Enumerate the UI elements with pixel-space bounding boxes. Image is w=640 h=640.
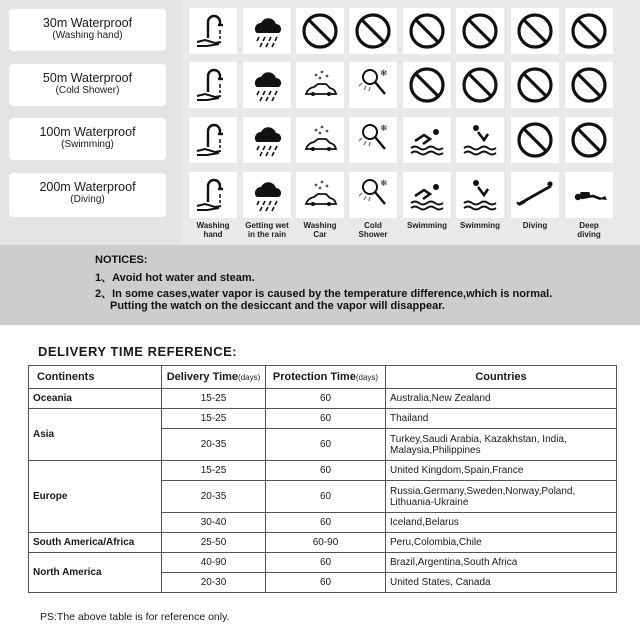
rain-cloud-icon bbox=[243, 8, 291, 54]
delivery-cell: 15-25 bbox=[162, 409, 266, 429]
activity-label bbox=[186, 221, 240, 239]
waterproof-level-30m bbox=[9, 9, 166, 51]
prohibited-icon bbox=[456, 62, 504, 108]
deep-diving-icon bbox=[565, 172, 613, 218]
prohibited-icon bbox=[349, 8, 397, 54]
prohibited-icon bbox=[511, 8, 559, 54]
waterproof-level-50m bbox=[9, 64, 166, 106]
countries-cell: Australia,New Zealand bbox=[386, 389, 617, 409]
rain-cloud-icon bbox=[243, 62, 291, 108]
shower-icon bbox=[349, 117, 397, 163]
delivery-title: DELIVERY TIME REFERENCE: bbox=[38, 344, 238, 359]
protection-cell: 60 bbox=[266, 461, 386, 481]
waterproof-chart bbox=[0, 0, 640, 245]
activity-icon-grid bbox=[181, 0, 640, 245]
delivery-cell: 20-35 bbox=[162, 429, 266, 461]
activity-label bbox=[293, 221, 347, 239]
delivery-table bbox=[28, 365, 617, 593]
dive-swim-icon bbox=[456, 172, 504, 218]
header-countries: Countries bbox=[386, 366, 617, 389]
delivery-cell: 20-30 bbox=[162, 573, 266, 593]
rain-cloud-icon bbox=[243, 117, 291, 163]
protection-cell: 60 bbox=[266, 409, 386, 429]
washing-car-icon bbox=[296, 117, 344, 163]
level-subtitle: (Cold Shower) bbox=[55, 85, 120, 96]
protection-cell: 60-90 bbox=[266, 533, 386, 553]
activity-label-line: diving bbox=[577, 230, 601, 239]
activity-label bbox=[400, 221, 454, 230]
header-protection-unit: (days) bbox=[355, 373, 379, 382]
washing-car-icon bbox=[296, 62, 344, 108]
table-row bbox=[29, 461, 617, 481]
level-subtitle: (Swimming) bbox=[61, 139, 114, 150]
notice-item: Putting the watch on the desiccant and the vapor will disappear. bbox=[110, 300, 445, 312]
protection-cell: 60 bbox=[266, 553, 386, 573]
notices-panel bbox=[0, 245, 640, 325]
activity-label bbox=[240, 221, 294, 239]
activity-label bbox=[562, 221, 616, 239]
countries-cell: Russia,Germany,Sweden,Norway,Poland, Lithuania-Ukraine bbox=[386, 481, 617, 513]
level-title: 30m Waterproof bbox=[42, 16, 133, 30]
prohibited-icon bbox=[511, 117, 559, 163]
swimming-icon bbox=[403, 172, 451, 218]
washing-hand-icon bbox=[189, 172, 237, 218]
prohibited-icon bbox=[456, 8, 504, 54]
table-row bbox=[29, 533, 617, 553]
waterproof-level-100m bbox=[9, 118, 166, 160]
notice-item: 1、Avoid hot water and steam. bbox=[95, 272, 255, 284]
dive-swim-icon bbox=[456, 117, 504, 163]
prohibited-icon bbox=[403, 8, 451, 54]
protection-cell: 60 bbox=[266, 573, 386, 593]
delivery-cell: 25-50 bbox=[162, 533, 266, 553]
washing-hand-icon bbox=[189, 117, 237, 163]
countries-cell: Thailand bbox=[386, 409, 617, 429]
protection-cell: 60 bbox=[266, 429, 386, 461]
continent-cell: Asia bbox=[29, 409, 162, 461]
continent-cell: South America/Africa bbox=[29, 533, 162, 553]
level-subtitle: (Diving) bbox=[70, 194, 105, 205]
protection-cell: 60 bbox=[266, 513, 386, 533]
swimming-icon bbox=[403, 117, 451, 163]
prohibited-icon bbox=[565, 62, 613, 108]
continent-cell: Europe bbox=[29, 461, 162, 533]
shower-icon bbox=[349, 172, 397, 218]
level-title: 200m Waterproof bbox=[39, 180, 136, 194]
svg-text:❄: ❄ bbox=[380, 68, 388, 78]
countries-cell: United Kingdom,Spain,France bbox=[386, 461, 617, 481]
footnote: PS:The above table is for reference only. bbox=[40, 611, 230, 623]
prohibited-icon bbox=[565, 8, 613, 54]
diving-icon bbox=[511, 172, 559, 218]
countries-cell: Turkey,Saudi Arabia, Kazakhstan, India, Malaysia,Philippines bbox=[386, 429, 617, 461]
washing-hand-icon bbox=[189, 62, 237, 108]
prohibited-icon bbox=[403, 62, 451, 108]
activity-label-line: Getting wet bbox=[245, 221, 289, 230]
header-delivery-unit: (days) bbox=[238, 373, 261, 382]
countries-cell: Peru,Colombia,Chile bbox=[386, 533, 617, 553]
delivery-cell: 15-25 bbox=[162, 461, 266, 481]
activity-label bbox=[508, 221, 562, 230]
activity-label-line: Cold bbox=[364, 221, 382, 230]
notices-heading: NOTICES: bbox=[95, 254, 148, 266]
header-protection-label: Protection Time bbox=[272, 371, 356, 383]
activity-label-line: in the rain bbox=[247, 230, 287, 239]
countries-cell: Iceland,Belarus bbox=[386, 513, 617, 533]
rain-cloud-icon bbox=[243, 172, 291, 218]
header-delivery-label: Delivery Time bbox=[166, 371, 239, 383]
svg-text:❄: ❄ bbox=[380, 123, 388, 133]
table-row bbox=[29, 409, 617, 429]
activity-label-line: Deep bbox=[579, 221, 599, 230]
level-title: 100m Waterproof bbox=[39, 125, 136, 139]
continent-cell: North America bbox=[29, 553, 162, 593]
prohibited-icon bbox=[511, 62, 559, 108]
countries-cell: Brazil,Argentina,South Africa bbox=[386, 553, 617, 573]
protection-cell: 60 bbox=[266, 389, 386, 409]
svg-text:❄: ❄ bbox=[380, 178, 388, 188]
activity-label-line: Washing bbox=[303, 221, 337, 230]
activity-label bbox=[346, 221, 400, 239]
delivery-cell: 40-90 bbox=[162, 553, 266, 573]
washing-car-icon bbox=[296, 172, 344, 218]
activity-label-line: Swimming bbox=[406, 221, 447, 230]
shower-icon bbox=[349, 62, 397, 108]
activity-label bbox=[453, 221, 507, 230]
activity-label-line: Diving bbox=[522, 221, 548, 230]
notice-item: 2、In some cases,water vapor is caused by the temperature difference,which is normal. bbox=[95, 288, 553, 300]
header-protection-time bbox=[266, 366, 386, 389]
header-continents: Continents bbox=[29, 366, 162, 389]
continent-cell: Oceania bbox=[29, 389, 162, 409]
protection-cell: 60 bbox=[266, 481, 386, 513]
activity-label-line: Swimming bbox=[459, 221, 500, 230]
level-subtitle: (Washing hand) bbox=[52, 30, 123, 41]
table-row bbox=[29, 389, 617, 409]
countries-cell: United States, Canada bbox=[386, 573, 617, 593]
activity-label-line: Car bbox=[313, 230, 327, 239]
activity-label-line: hand bbox=[203, 230, 223, 239]
table-header-row bbox=[29, 366, 617, 389]
activity-label-line: Washing bbox=[196, 221, 230, 230]
waterproof-level-200m bbox=[9, 173, 166, 217]
delivery-cell: 15-25 bbox=[162, 389, 266, 409]
prohibited-icon bbox=[565, 117, 613, 163]
table-row bbox=[29, 553, 617, 573]
delivery-cell: 30-40 bbox=[162, 513, 266, 533]
prohibited-icon bbox=[296, 8, 344, 54]
washing-hand-icon bbox=[189, 8, 237, 54]
delivery-cell: 20-35 bbox=[162, 481, 266, 513]
activity-label-line: Shower bbox=[358, 230, 388, 239]
header-delivery-time bbox=[162, 366, 266, 389]
level-title: 50m Waterproof bbox=[42, 71, 133, 85]
